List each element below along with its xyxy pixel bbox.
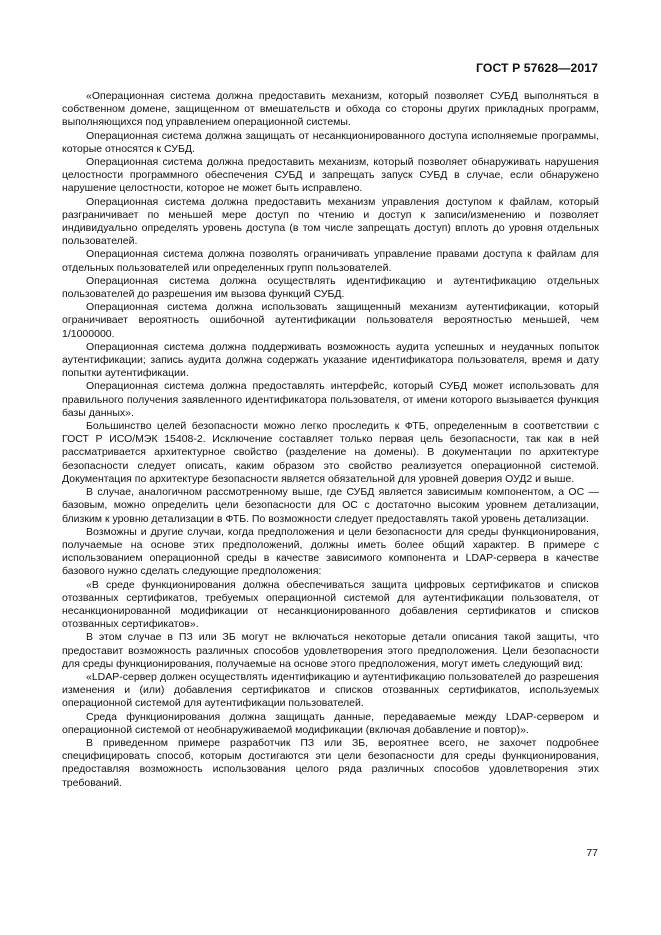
- paragraph: Операционная система должна предоставить механизм управления доступом к файлам, который разграничивает по меньшей мере доступ по чтению и доступ к записи/изменению и позволяет индивидуально определять уровень доступа (в том числе запрещать доступ) вплоть до уровня отдельных пользователей.: [62, 195, 599, 248]
- paragraph: Операционная система должна осуществлять идентификацию и аутентификацию отдельных пользователей до разрешения им вызова функций СУБД.: [62, 274, 599, 301]
- page-number: 77: [586, 847, 598, 859]
- paragraph: В этом случае в ПЗ или ЗБ могут не включаться некоторые детали описания такой защиты, что предоставит возможность различных способов удовлетворения этого предположения. Цели безопасности для среды функционирования, получаемые на основе этого предположения, могут иметь следующий вид:: [62, 631, 599, 670]
- paragraph: Операционная система должна использовать защищенный механизм аутентификации, который ограничивает вероятность ошибочной аутентификации пользователя вероятностью меньшей, чем 1/1000000.: [62, 301, 599, 340]
- paragraph: Операционная система должна предоставить механизм, который позволяет обнаруживать нарушения целостности программного обеспечения СУБД и запрещать запуск СУБД в случае, если обнаружено нарушение целостности, которое не может быть исправлено.: [62, 156, 599, 195]
- paragraph: Среда функционирования должна защищать данные, передаваемые между LDAP-сервером и операционной системой от необнаруживаемой модификации (включая добавление и повтор)».: [62, 710, 599, 736]
- paragraph: В случае, аналогичном рассмотренному выше, где СУБД является зависимым компонентом, а ОС — базовым, можно определить цели безопасности для ОС с достаточно высоким уровнем детализации, близким к уровню детализации в ФТБ. По возможности следует предоставлять такой уровень детализации.: [62, 486, 599, 525]
- paragraph: Операционная система должна позволять ограничивать управление правами доступа к файлам для отдельных пользователей или определенных групп пользователей.: [62, 248, 599, 274]
- paragraph: «Операционная система должна предоставить механизм, который позволяет СУБД выполняться в собственном домене, защищенном от вмешательств и обхода со стороны других прикладных программ, выполняющихся под управлением операционной системы.: [62, 90, 599, 129]
- document-body: [62, 90, 599, 790]
- paragraph: Большинство целей безопасности можно легко проследить к ФТБ, определенным в соответствии с ГОСТ Р ИСО/МЭК 15408-2. Исключение составляет только первая цель безопасности, так как в ней рассматривается архитектурное свойство (разделение на домены). В документации по архитектуре безопасности следует описать, каким образом это свойство реализуется операционной системой. Документация по архитектуре безопасности является обязательной для уровней доверия ОУД2 и выше.: [62, 420, 599, 485]
- paragraph: Операционная система должна защищать от несанкционированного доступа исполняемые программы, которые относятся к СУБД.: [62, 129, 599, 155]
- paragraph: «В среде функционирования должна обеспечиваться защита цифровых сертификатов и списков отозванных сертификатов, требуемых операционной системой для аутентификации пользователя, от несанкционированной модификации от несанкционированного добавления сертификатов и списков отозванных сертификатов».: [62, 578, 599, 631]
- standard-header: ГОСТ Р 57628—2017: [476, 61, 598, 75]
- paragraph: «LDAP-сервер должен осуществлять идентификацию и аутентификацию пользователей до разрешения изменения и (или) добавления сертификатов и списков отозванных сертификатов, используемых операционной системой для аутентификации пользователей.: [62, 670, 599, 710]
- paragraph: В приведенном примере разработчик ПЗ или ЗБ, вероятнее всего, не захочет подробнее специфицировать способ, которым достигаются эти цели безопасности для среды функционирования, предоставляя возможность использования целого ряда различных способов удовлетворения этих требований.: [62, 736, 599, 789]
- paragraph: Операционная система должна предоставлять интерфейс, который СУБД может использовать для правильного получения заявленного идентификатора пользователя, от имени которого вызывается функция базы данных».: [62, 380, 599, 419]
- paragraph: Возможны и другие случаи, когда предположения и цели безопасности для среды функционирования, получаемые на основе этих предположений, должны иметь более общий характер. В примере с использованием операционной среды в качестве зависимого компонента и LDAP-сервера в качестве базового нужно сделать следующие предположения:: [62, 525, 599, 578]
- paragraph: Операционная система должна поддерживать возможность аудита успешных и неудачных попыток аутентификации; запись аудита должна содержать указание идентификатора пользователя, время и дату попытки аутентификации.: [62, 340, 599, 380]
